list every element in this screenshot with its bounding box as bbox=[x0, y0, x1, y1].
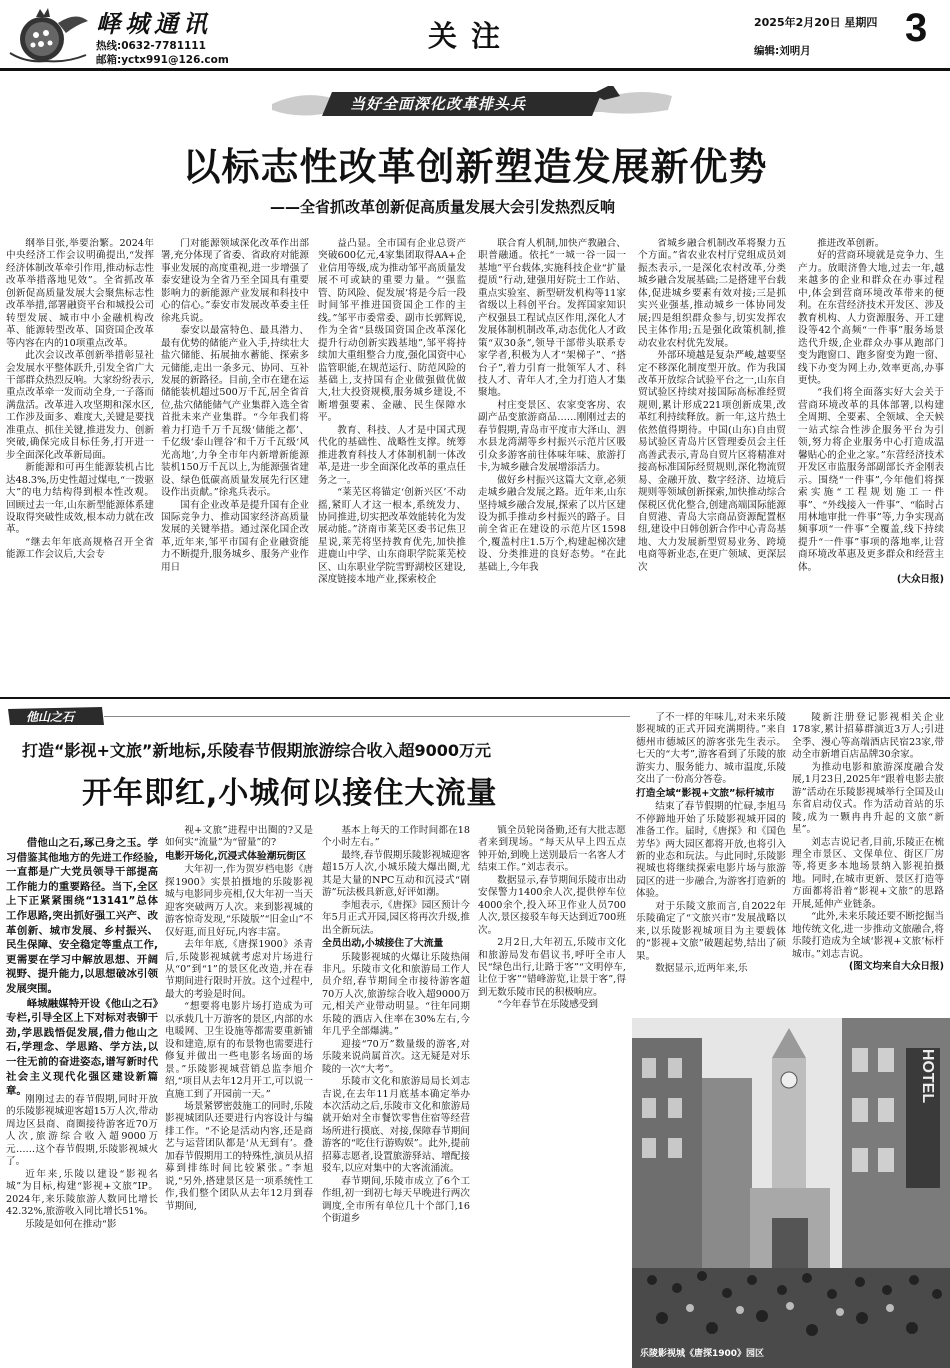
story2-column-4 bbox=[478, 825, 626, 1015]
section-divider bbox=[0, 697, 950, 699]
story2-column-5 bbox=[636, 712, 786, 1014]
subheading: 全员出动,小城接住了大流量 bbox=[322, 938, 444, 950]
subheading: 打造全域“影视+文旅”标杆城市 bbox=[636, 787, 775, 799]
paragraph: 刚刚过去的春节假期,同时开放的乐陵影视城迎客超15万人次,带动周边区县商、商圈接待游客近70万人次,旅游综合收入超9000万元……这个春节假期,乐陵影视城火了。 bbox=[6, 1094, 158, 1168]
paragraph: “继去年年底高规格召开全省能源工作会议后,大会专 bbox=[6, 536, 154, 561]
story1-column-4 bbox=[478, 238, 626, 686]
source-credit: (大众日报) bbox=[896, 574, 944, 586]
editor-name: 编辑:刘明月 bbox=[754, 45, 811, 57]
banner-text: 当好全面深化改革排头兵 bbox=[350, 95, 527, 113]
paragraph: 场景紧锣密鼓施工的同时,乐陵影视城团队还要进行内容设计与编排工作。“不论是活动内容,还是商艺与运营团队都是‘从无到有’。叠加春节假期用工的特殊性,演员从招募到排练时间比较紧张。”李旭说,“另外,搭建景区是一项系统性工作,我们整个团队从去年12月到春节期间, bbox=[165, 1100, 313, 1212]
paragraph: 联合育人机制,加快产教融合、职普融通。依托“一城一谷一园一基地”平台载体,实施科技企业“扩量提质”行动,建强用好院士工作站、重点实验室、新型研发机构等11家省级以上科创平台。发挥国家知识产权强县工程试点区作用,深化人才发展体制机制改革,动态优化人才政策“双30条”,领导干部带头联系专家学者,积极为人才“架梯子”、“搭台子”,着力引育一批领军人才、科技人才、青年人才,全力打造人才集聚地。 bbox=[478, 238, 626, 399]
paragraph: 李旭表示,《唐探》园区预计今年5月正式开园,园区将再次升级,推出全新玩法。 bbox=[322, 899, 470, 936]
story1-subheadline: ——全省抓改革创新促高质量发展大会引发热烈反响 bbox=[270, 198, 616, 216]
film-city-street-photo bbox=[632, 1018, 950, 1368]
paragraph: “想要将电影片场打造成为可以承载几十万游客的景区,内部的水电暖网、卫生设施等都需要重新铺设和建造,原有的布景物也需要进行修复并做出一些电影名场面的场景。”乐陵影视城营销总监李旭介绍,“项目从去年12月开工,可以说一直施工到了开园前一天。” bbox=[165, 1001, 313, 1100]
story2-kicker: 打造“影视+文旅”新地标,乐陵春节假期旅游综合收入超9000万元 bbox=[22, 741, 492, 760]
paragraph: 乐陵市文化和旅游局局长刘志吉说,在去年11月底基本确定举办本次活动之后,乐陵市文化和旅游局就开始对全市餐饮零售住宿等经营场所进行摸底、对接,保障春节期间游客的“吃住行游购娱”。此外,提前招募志愿者,设置旅游驿站、增配接驳车,以应对集中的大客流涌流。 bbox=[322, 1076, 470, 1175]
pomegranate-logo-icon bbox=[6, 3, 92, 65]
paragraph: 陵新注册登记影视相关企业178家,累计招募群演近3万人;引进全季、漫心等高端酒店民宿23家,带动全市新增百店品牌30余家。 bbox=[792, 712, 944, 761]
paragraph: 益凸显。全市国有企业总资产突破600亿元,4家集团取得AA+企业信用等级,成为推动邹平高质量发展不可或缺的重要力量。“‘强监管、防风险、促发展’将是今后一段时间邹平推进国资国企工作的主线。”邹平市委常委、副市长郭辉说,作为全省“县级国资国企改革深化提升行动创新实践基地”,邹平将持续加大重组整合力度,强化国资中心监管职能,在规范运行、防范风险的基础上,支持国有企业做强做优做大,壮大投资规模,服务城乡建设,不断增强要素、金融、民生保障水平。 bbox=[318, 238, 466, 424]
paragraph: 数据显示,近两年来,乐 bbox=[655, 963, 748, 975]
story2-column-6 bbox=[792, 712, 944, 1014]
paragraph: 国有企业改革是提升国有企业国际竞争力、推动国家经济高质量发展的关键举措。通过深化国企改革,近年来,邹平市国有企业融资能力不断提升,服务城乡、服务产业作用日 bbox=[161, 499, 309, 573]
email: 邮箱:yctx991@126.com bbox=[96, 54, 229, 66]
masthead bbox=[0, 0, 950, 70]
photo-caption: 乐陵影视城《唐探1900》园区 bbox=[640, 1349, 765, 1359]
story1-column-3 bbox=[318, 238, 466, 686]
contact-info bbox=[96, 39, 229, 67]
paragraph: 基本上每天的工作时间都在18个小时左右。” bbox=[322, 825, 470, 849]
paragraph: 刘志吉说记者,目前,乐陵正在梳理全市景区、文保单位、街区厂房等,将更多本地场景纳入影视拍摄地。同时,在城市更新、景区打造等方面都将沿着“影视+文旅”的思路开展,延伸产业链条。 bbox=[792, 836, 944, 910]
paragraph: 视+文旅”进程中出圈的?又是如何实“流量”为“留量”的? bbox=[165, 825, 313, 849]
section-tag-text: 他山之石 bbox=[26, 710, 75, 724]
paragraph: 乐陵影视城的火爆让乐陵热闹非凡。乐陵市文化和旅游局工作人员介绍,春节期间全市接待游客超70万人次,旅游综合收入超9000万元,相关产业带动明显。“往年同期乐陵的酒店入住率在30%左右,今年几乎全部爆满。” bbox=[322, 951, 470, 1038]
paragraph: 结束了春节假期的忙碌,李旭马不停蹄地开始了乐陵影视城开园的准备工作。届时,《唐探》和《国色芳华》两大园区都将开放,也将引入新的业态和玩法。与此同时,乐陵影视城也将继续探索电影片场与旅游园区的进一步融合,为游客打造新的体验。 bbox=[636, 801, 786, 900]
story1-column-6 bbox=[798, 238, 944, 686]
paragraph: 村庄变景区、农家变客房、农副产品变旅游商品……刚刚过去的春节假期,青岛市平度市大泽山、泗水县龙湾湖等乡村振兴示范片区吸引众多游客前往体味年味、旅游打卡,为城乡融合发展增添活力。 bbox=[478, 399, 626, 474]
story2-column-1 bbox=[6, 1094, 158, 1366]
page-number: 3 bbox=[905, 6, 928, 50]
paper-name: 峄城通讯 bbox=[96, 9, 212, 38]
paragraph: 近年来,乐陵以建设“影视名城”为目标,构建“影视+文旅”IP。2024年,来乐陵旅游人数同比增长42.32%,旅游收入同比增长51%。 bbox=[6, 1168, 158, 1218]
story2-column-3 bbox=[322, 825, 470, 1365]
story2-photo bbox=[632, 1018, 950, 1368]
story2-editor-note bbox=[6, 836, 158, 1099]
paragraph: 对于乐陵文旅而言,自2022年乐陵确定了“文旅兴市”发展战略以来,以乐陵影视城项目为主要载体的“影视+文旅”破题起势,结出了硕果。 bbox=[636, 900, 786, 962]
paragraph: 推进改革创新。 bbox=[817, 238, 885, 249]
paragraph: 教育、科技、人才是中国式现代化的基础性、战略性支撑。统筹推进教育科技人才体制机制一体改革,是进一步全面深化改革的重点任务之一。 bbox=[318, 424, 466, 486]
story1-column-5 bbox=[638, 238, 786, 686]
paragraph: 2月2日,大年初五,乐陵市文化和旅游局发布倡议书,呼吁全市人民“绿色出行,让路于客”“文明停车,让位于客”“错峰游览,让景于客”,得到无数乐陵市民的积极响应。 bbox=[478, 937, 626, 998]
paragraph: 镇全员轮岗备勤,还有大批志愿者来到现场。“每天从早上四五点钟开始,到晚上送别最后一名客人才结束工作。”刘志表示。 bbox=[478, 825, 626, 874]
story2-headline: 开年即红,小城何以接住大流量 bbox=[82, 776, 498, 811]
paragraph: 为推动电影和旅游深度融合发展,1月23日,2025年“跟着电影去旅游”活动在乐陵影视城举行全国及山东省启动仪式。作为活动首站的乐陵,成为一颗冉冉升起的文旅“新星”。 bbox=[792, 761, 944, 836]
masthead-rule bbox=[0, 68, 950, 71]
paragraph: 最终,春节假期乐陵影视城迎客超15万人次,小城乐陵大爆出圈,尤其是大量的NPC互动和沉浸式“剧游”玩法极具新意,好评如潮。 bbox=[322, 849, 470, 899]
paragraph: “莱芜区将锚定‘创新兴区’不动摇,紧盯人才这一根本,系统发力、协同推进,切实把改革效能转化为发展动能。”济南市莱芜区委书记焦卫星说,莱芜将坚持教育优先,加快推进鹿山中学、山东商职学院莱芜校区、山东职业学院雪野湖校区建设,深度链接本地产业,探索校企 bbox=[318, 487, 466, 586]
newspaper-logo bbox=[6, 3, 92, 65]
story1-headline: 以标志性改革创新塑造发展新优势 bbox=[182, 145, 768, 189]
hotel-sign: HOTEL bbox=[919, 1048, 936, 1104]
story1-column-2 bbox=[161, 238, 309, 686]
subheading: 电影开场化,沉浸式体验潮玩街区 bbox=[165, 850, 306, 862]
story2-column-2 bbox=[165, 825, 313, 1365]
hotline: 热线:0632-7781111 bbox=[96, 40, 206, 52]
paragraph: 大年初一,作为贺岁档电影《唐探1900》实景拍摄地的乐陵影视城与电影同步亮相,仅大年初一当天迎客突破两万人次。来到影视城的游客惊奇发现,“乐陵版”“旧金山”不仅好逛,而且好玩,内容丰富。 bbox=[165, 864, 313, 938]
paragraph: 数据显示,春节期间乐陵市出动安保警力1400余人次,提供停车位4000余个,投入环卫作业人员700人次,景区接驳车每天达到近700班次。 bbox=[478, 874, 626, 936]
story1-column-1 bbox=[6, 238, 154, 686]
paragraph: 春节期间,乐陵市成立了6个工作组,初一到初七每天早晚进行两次调度,全市所有单位几十个部门,16个街道乡 bbox=[322, 1175, 470, 1225]
paragraph: 了不一样的年味儿,对未来乐陵影视城的正式开园充满期待。”来自德州市德城区的游客张先生表示。七天的“大考”,游客看到了乐陵的旅游实力、服务能力、城市温度,乐陵交出了一份高分答卷。 bbox=[636, 712, 786, 786]
paragraph: “我们将全面落实好大会关于营商环境改革的具体部署,以构建全周期、全要素、全领域、全天候一站式综合性涉企服务平台为引领,努力将企业服务中心打造成温馨贴心的企业之家。”东营经济技术开发区市监服务部副部长齐金刚表示。围绕“一件事”,今年他们将探索实施“工程规划施工一件事”、“外线接入一件事”、“临时占用林地审批一件事”等,力争实现高频事项“一件事”全覆盖,线下持续提升“一件事”事项的落地率,让营商环境改革惠及更多群众和经营主体。 bbox=[798, 387, 944, 573]
section-tag-rule bbox=[104, 716, 630, 717]
paragraph: 省城乡融合机制改革将聚力五个方面。”省农业农村厅党组成员刘振杰表示,一是深化农村改革,分类城乡融合发展基础;二是搭建平台载体,促进城乡要素有效对接;三是抓实兴业强基,推动城乡一体协同发展;四是组织群众参与,切实发挥农民主体作用;五是强化政策机制,推动农业农村优先发展。 bbox=[638, 238, 786, 349]
source-credit: (图文均来自大众日报) bbox=[848, 961, 944, 973]
paragraph: 做好乡村振兴这篇大文章,必须走城乡融合发展之路。近年来,山东坚持城乡融合发展,探索了以片区建设为抓手推动乡村振兴的路子。目前全省正在建设的示范片区1598个,覆盖村庄1.5万个,构建起梯次建设、分类推进的良好态势。“在此基础上,今年我 bbox=[478, 474, 626, 573]
column-banner bbox=[272, 86, 672, 120]
paragraph: 泰安以最富特色、最具潜力、最有优势的储能产业入手,持续壮大盐穴储能、拓展抽水蓄能、探索多元储能,走出一条多元、协同、互补发展的新路径。目前,全市在建在运储能装机超过500万千瓦,居全省首位,盐穴储能储气产业集群入选全省首批未来产业集群。“今年我们将着力打造千万千瓦级‘储能之都’、千亿级‘泰山锂谷’和千万千瓦级‘风光高地’,力争全市年内新增新能源装机150万千瓦以上,为能源强省建设、绿色低碳高质量发展先行区建设作出贡献。”徐兆兵表示。 bbox=[161, 325, 309, 499]
section-tag bbox=[6, 705, 106, 727]
paragraph: 门对能源领域深化改革作出部署,充分体现了省委、省政府对能源事业发展的高度重视,进一步增强了泰安建设为全省乃至全国具有重要影响力的新能源产业发展和科技中心的信心。”泰安市发展改革委主任徐兆兵说。 bbox=[161, 238, 309, 324]
paragraph: 迎接“70万”数量级的游客,对乐陵来说尚属首次。这无疑是对乐陵的一次“大考”。 bbox=[322, 1038, 470, 1075]
paragraph: 去年年底,《唐探1900》杀青后,乐陵影视城就考虑对片场进行从“0”到“1”的景区化改造,并在春节期间进行限时开放。这个过程中,最大的考验是时间。 bbox=[165, 939, 313, 1000]
paragraph: 新能源和可再生能源装机占比达48.3%,历史性超过煤电,“一拨驱大”的电力结构得到根本性改观。回顾过去一年,山东新型能源体系建设取得突破性成效,根本动力就在改革。 bbox=[6, 462, 154, 536]
editor-note-paragraph-2: 峄城融媒特开设《他山之石》专栏,引导全区上下对标对表铆干劲,学思践悟促发展,借力他山之石,学理念、学思路、学方法,以一往无前的奋进姿态,谱写新时代社会主义现代化强区建设新篇章。 bbox=[6, 997, 158, 1098]
section-name: 关注 bbox=[428, 19, 515, 53]
paragraph: 乐陵是如何在推动“影 bbox=[25, 1218, 117, 1230]
paragraph: “此外,未来乐陵还要不断挖掘当地传统文化,进一步推动文旅融合,将乐陵打造成为全域‘影视+文旅’标杆城市。”刘志吉说。 bbox=[792, 911, 944, 960]
paragraph: 好的营商环境就是竞争力、生产力。放眼济鲁大地,过去一年,越来越多的企业和群众在办事过程中,体会到营商环境改革带来的便利。在东营经济技术开发区、涉及教育机构、人力资源服务、开工建设等42个高频“一件事”服务场景迭代升级,企业群众办事从跑部门变为跑窗口、跑多窗变为跑一窗、线下办变为网上办,效率更高,办事更快。 bbox=[798, 250, 944, 386]
paragraph: “今年春节在乐陵感受到 bbox=[497, 999, 599, 1011]
paragraph: 纲举目张,举要治繁。2024年中央经济工作会议明确提出,“发挥经济体制改革牵引作用,推动标志性改革举措落地见效”。全省抓改革创新促高质量发展大会聚焦标志性改革举措,部署融资平台和城投公司转型发展、城市中小金融机构改革、能源转型改革、国资国企改革等内容在内的10项重点改革。 bbox=[6, 238, 154, 349]
paragraph: 外部环境越是复杂严峻,越要坚定不移深化制度型开放。作为我国改革开放综合试验平台之一,山东自贸试验区持续对接国际高标准经贸规则,累计形成221项创新成果,改革红利持续释放。新一年,这片热土依然值得期待。中国(山东)自由贸易试验区青岛片区管理委员会主任高善武表示,青岛自贸片区将精准对接高标准国际经贸规则,深化物流贸易、金融开放、数字经济、边境后规则等领域创新探索,加快推动综合保税区优化整合,创建高端国际能源自贸港、青岛大宗商品资源配置枢纽,建设中日韩创新合作中心青岛基地、大力发展新型贸易业务、跨境电商等新业态,在更广领域、更深层次 bbox=[638, 350, 786, 573]
editor-note-paragraph-1: 借他山之石,琢己身之玉。学习借鉴其他地方的先进工作经验,一直都是广大党员领导干部提高工作能力的重要路径。当下,全区上下正紧紧围绕“13141”总体工作思路,突出抓好强工兴产、改革创新、城市发展、乡村振兴、民生保障、安全稳定等重点工作,更需要在学习中解放思想、开阔视野、提升能力,以思想破冰引领发展突围。 bbox=[6, 837, 158, 995]
paragraph: 此次会议改革创新举措彰显社会发展水平整体跃升,引发全省广大干部群众热烈反响。大家纷纷表示,重点改革牵一发而动全身,一子落而满盘活。改革进入攻坚期和深水区,工作涉及面多、难度大,关键是要找准重点、抓住关键,推进发力、创新突破,确保完成目标任务,打开进一步全面深化改革新局面。 bbox=[6, 350, 154, 461]
issue-date: 2025年2月20日 星期四 bbox=[754, 16, 878, 29]
